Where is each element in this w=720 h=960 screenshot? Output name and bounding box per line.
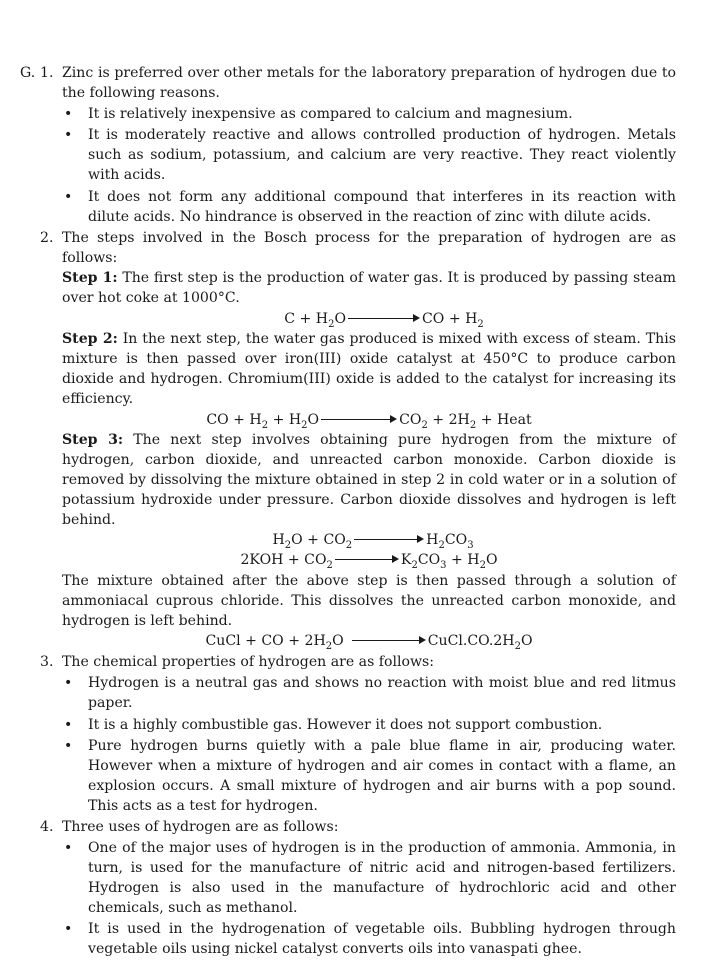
eq-term: + H: [268, 411, 302, 428]
eq-term: O: [485, 552, 498, 569]
eq-term: O: [520, 633, 533, 650]
eq-term: CO: [417, 552, 441, 569]
eq-sub: 2: [345, 540, 353, 552]
step-2-paragraph: [62, 330, 676, 409]
equation-water-gas: [62, 310, 676, 330]
eq-term: CO + H: [422, 310, 478, 327]
eq-sub: 2: [326, 559, 333, 571]
answer-number: 1.: [40, 65, 54, 81]
bullet-icon: •: [64, 716, 73, 733]
eq-term: CO: [444, 532, 468, 549]
equation-pair: [240, 531, 497, 571]
step-2-label: Step 2:: [62, 331, 118, 348]
list-item: [62, 839, 676, 918]
eq-sub: 2: [469, 419, 477, 431]
step-3-paragraph: [62, 431, 676, 530]
answer-4: [20, 818, 676, 960]
answer-number: 4.: [40, 819, 54, 836]
step-2-text: In the next step, the water gas produced is mixed with excess of steam. This mixture is then passed over iron(III) oxide catalyst at 450°C to produce carbon dioxide and hydrogen. Chromium(III) oxide is added to the catalyst for increasing its efficiency.: [62, 331, 676, 407]
step-3-label: Step 3:: [62, 432, 124, 449]
step-3-text: The next step involves obtaining pure hydrogen from the mixture of hydrogen, carbon dioxide, and unreacted carbon monoxide. Carbon dioxide is removed by dissolving the mixture obtained in step 2 in cold water or in a solution of potassium hydroxide under pressure. Carbon dioxide dissolves and hydrogen is left behind.: [62, 432, 676, 528]
reaction-arrow-icon: [352, 636, 426, 646]
eq-term: O: [307, 411, 320, 428]
list-item-text: It is moderately reactive and allows controlled production of hydrogen. Metals such as sodium, potassium, and calcium are very reactive. They react violently with acids.: [88, 127, 676, 183]
eq-sub: 2: [477, 318, 484, 330]
list-item: [62, 105, 676, 125]
answer-1: [20, 64, 676, 227]
eq-sub: 2: [438, 540, 445, 552]
answer-2: [20, 229, 676, 652]
eq-term: CuCl.CO.2H: [427, 633, 515, 650]
equation-potassium-carbonate: [240, 551, 497, 571]
list-item: [62, 737, 676, 816]
answer-3: [20, 653, 676, 816]
list-item-text: It is relatively inexpensive as compared to calcium and magnesium.: [88, 105, 573, 122]
property-list: [62, 674, 676, 817]
step-1-text: The first step is the production of water gas. It is produced by passing steam over hot coke at 1000°C.: [62, 269, 676, 306]
eq-sub: 2: [514, 641, 521, 653]
reason-list: [62, 105, 676, 228]
eq-term: O + CO: [291, 532, 346, 549]
eq-term: K: [400, 552, 412, 569]
reaction-arrow-icon: [354, 535, 424, 545]
eq-sub: 3: [440, 559, 447, 571]
bullet-icon: •: [64, 738, 73, 755]
eq-sub: 3: [467, 540, 474, 552]
after-step-paragraph: The mixture obtained after the above step is then passed through a solution of ammoniacal cuprous chloride. This dissolves the unreacted carbon monoxide, and hydrogen is left behind.: [62, 572, 676, 629]
eq-sub: 2: [325, 641, 333, 653]
eq-sub: 2: [411, 559, 418, 571]
list-item-text: Pure hydrogen burns quietly with a pale blue flame in air, producing water. However when a mixture of hydrogen and air comes in contact with a flame, an explosion occurs. A small mixture of hydrogen and air burns with a pop sound. This acts as a test for hydrogen.: [88, 738, 676, 814]
list-item: [62, 188, 676, 228]
eq-term: H: [272, 532, 285, 549]
eq-term: CO: [399, 411, 422, 428]
eq-term: + 2H: [427, 411, 470, 428]
section-label: G.: [20, 65, 36, 81]
reaction-arrow-icon: [348, 314, 420, 324]
bullet-icon: •: [64, 127, 73, 144]
list-item-text: It does not form any additional compound that interferes in its reaction with dilute acids. No hindrance is observed in the reaction of zinc with dilute acids.: [88, 188, 676, 225]
reaction-arrow-icon: [335, 555, 399, 565]
eq-term: O: [334, 310, 346, 327]
eq-sub: 2: [479, 559, 486, 571]
bullet-icon: •: [64, 840, 73, 857]
list-item: [62, 920, 676, 960]
eq-sub: 2: [421, 419, 428, 431]
bullet-icon: •: [64, 921, 73, 938]
list-item-text: Hydrogen is a neutral gas and shows no reaction with moist blue and red litmus paper.: [88, 674, 676, 711]
eq-term: + H: [446, 552, 480, 569]
list-item: [62, 716, 676, 736]
equation-co2-removal: [62, 531, 676, 571]
equation-cuprous-chloride: [62, 632, 676, 652]
eq-term: H: [426, 532, 439, 549]
eq-term: 2KOH + CO: [240, 552, 327, 569]
eq-term: C + H: [284, 310, 329, 327]
answer-intro: Zinc is preferred over other metals for the laboratory preparation of hydrogen due to the following reasons.: [62, 65, 676, 101]
answer-intro: The steps involved in the Bosch process for the preparation of hydrogen are as follows:: [62, 230, 676, 267]
list-item: [62, 126, 676, 185]
equation-carbonic-acid: [240, 531, 497, 551]
answer-number: 2.: [40, 230, 54, 247]
list-item: [62, 674, 676, 714]
eq-sub: 2: [284, 540, 292, 552]
answer-number: 3.: [40, 654, 54, 671]
step-1-paragraph: [62, 269, 676, 309]
bullet-icon: •: [64, 105, 73, 122]
list-item-text: It is a highly combustible gas. However it does not support combustion.: [88, 716, 603, 733]
eq-sub: 2: [301, 419, 308, 431]
answer-intro: The chemical properties of hydrogen are as follows:: [62, 654, 435, 671]
eq-term: O: [332, 633, 344, 650]
eq-term: + Heat: [476, 411, 532, 428]
list-item-text: One of the major uses of hydrogen is in the production of ammonia. Ammonia, in turn, is used for the manufacture of nitric acid and nitrogen-based fertilizers. Hydrogen is also used in the manufacture of hydrochloric acid and other chemicals, such as methanol.: [88, 840, 676, 916]
step-1-label: Step 1:: [62, 269, 118, 286]
eq-term: CuCl + CO + 2H: [205, 633, 326, 650]
eq-sub: 2: [328, 318, 335, 330]
reaction-arrow-icon: [321, 415, 397, 425]
answer-intro: Three uses of hydrogen are as follows:: [62, 819, 339, 836]
eq-sub: 2: [261, 419, 269, 431]
list-item-text: It is used in the hydrogenation of vegetable oils. Bubbling hydrogen through vegetable oils using nickel catalyst converts oils into vanaspati ghee.: [88, 921, 676, 958]
eq-term: CO + H: [206, 411, 262, 428]
bullet-icon: •: [64, 188, 73, 205]
uses-list: [62, 839, 676, 960]
equation-shift: [62, 411, 676, 431]
bullet-icon: •: [64, 674, 73, 691]
